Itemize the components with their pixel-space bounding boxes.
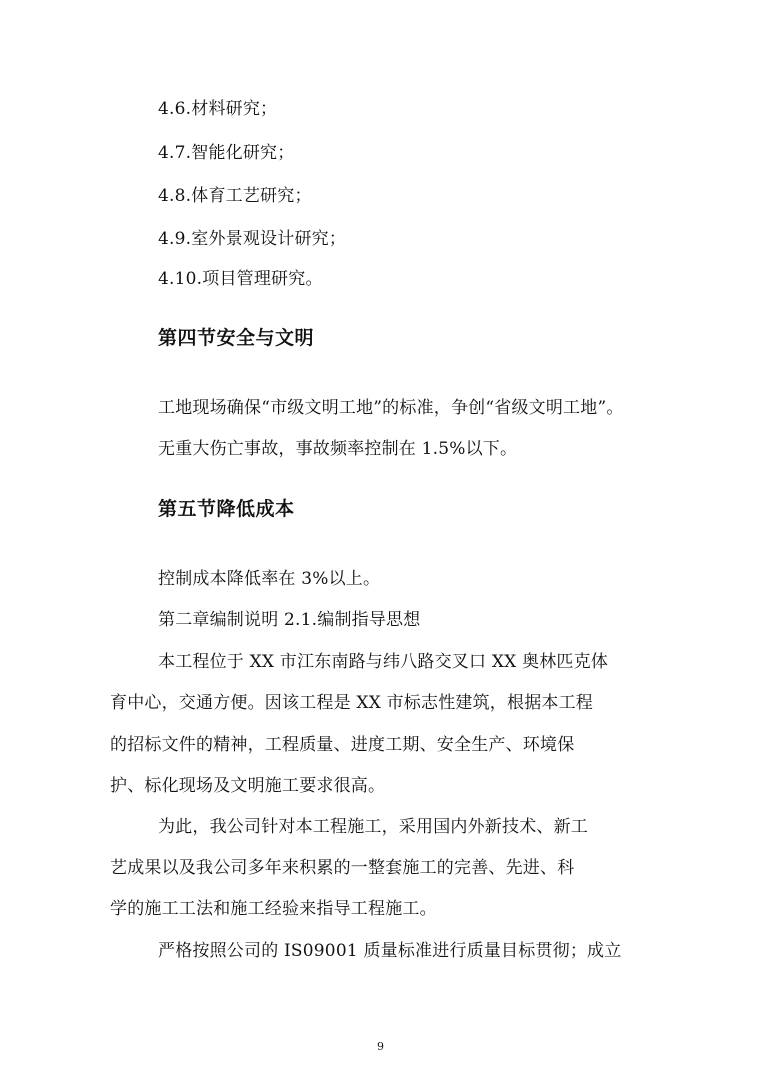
list-item-4-6: 4.6.材料研究； xyxy=(158,99,278,119)
section5-line-1: 控制成本降低率在 3%以上。 xyxy=(158,569,381,589)
paragraph2-line-1: 为此，我公司针对本工程施工，采用国内外新技术、新工 xyxy=(158,817,588,837)
paragraph1-line-3: 的招标文件的精神，工程质量、进度工期、安全生产、环境保 xyxy=(110,735,575,755)
list-item-4-9: 4.9.室外景观设计研究； xyxy=(158,229,347,249)
list-item-4-7: 4.7.智能化研究； xyxy=(158,143,295,163)
page-number: 9 xyxy=(377,1040,384,1053)
list-item-4-8: 4.8.体育工艺研究； xyxy=(158,186,312,206)
paragraph1-line-4: 护、标化现场及文明施工要求很高。 xyxy=(110,776,386,796)
section5-heading: 第五节降低成本 xyxy=(158,498,295,520)
paragraph2-line-2: 艺成果以及我公司多年来积累的一整套施工的完善、先进、科 xyxy=(110,858,575,878)
list-item-4-10: 4.10.项目管理研究。 xyxy=(158,269,323,289)
paragraph1-line-2: 育中心，交通方便。因该工程是 XX 市标志性建筑，根据本工程 xyxy=(110,693,594,713)
section4-line-1: 工地现场确保“市级文明工地”的标准，争创“省级文明工地”。 xyxy=(158,398,624,418)
paragraph3-line-1: 严格按照公司的 IS09001 质量标准进行质量目标贯彻；成立 xyxy=(158,941,622,961)
paragraph1-line-1: 本工程位于 XX 市江东南路与纬八路交叉口 XX 奥林匹克体 xyxy=(158,652,609,672)
section4-heading: 第四节安全与文明 xyxy=(158,327,315,349)
paragraph2-line-3: 学的施工工法和施工经验来指导工程施工。 xyxy=(110,899,437,919)
section4-line-2: 无重大伤亡事故，事故频率控制在 1.5%以下。 xyxy=(158,439,518,459)
chapter2-title-line: 第二章编制说明 2.1.编制指导思想 xyxy=(158,610,421,630)
